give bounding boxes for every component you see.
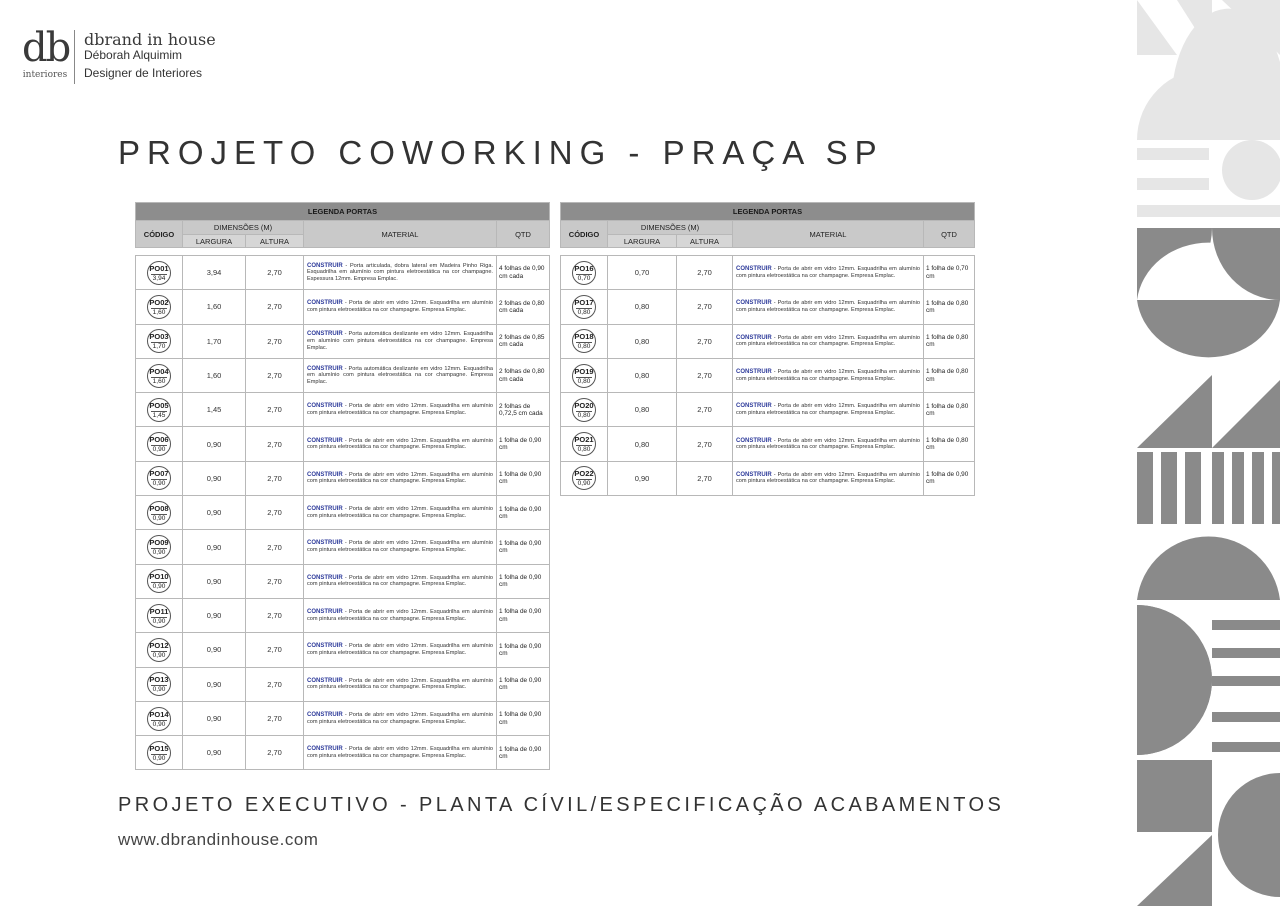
deco-circle xyxy=(1222,140,1280,200)
deco-column xyxy=(1252,452,1264,524)
door-code: PO03 xyxy=(149,332,169,342)
material-keyword: CONSTRUIR xyxy=(307,262,343,269)
door-code-cell xyxy=(561,358,608,392)
door-height: 2,70 xyxy=(246,256,304,290)
table-row xyxy=(136,358,550,392)
door-height: 2,70 xyxy=(246,736,304,770)
table-row xyxy=(136,633,550,667)
material-description: - Porta de abrir em vidro 12mm. Esquadrilha em alumínio com pintura eletroestática na cor champagne. Empresa Emplac. xyxy=(736,334,920,348)
door-height: 2,70 xyxy=(246,701,304,735)
material-keyword: CONSTRUIR xyxy=(307,574,343,581)
door-width: 0,90 xyxy=(183,530,246,564)
deco-column xyxy=(1185,452,1201,524)
door-material xyxy=(304,564,497,598)
material-description: - Porta de abrir em vidro 12mm. Esquadrilha em alumínio com pintura eletroestática na cor champagne. Empresa Emplac. xyxy=(307,677,493,691)
door-code-dimension: 0,90 xyxy=(152,720,166,728)
door-code-dimension: 0,90 xyxy=(577,480,591,488)
logo-mark xyxy=(22,25,70,80)
door-material xyxy=(304,530,497,564)
door-code-dimension: 0,80 xyxy=(577,377,591,385)
door-code-cell xyxy=(136,427,183,461)
material-description: - Porta de abrir em vidro 12mm. Esquadrilha em alumínio com pintura eletroestática na cor champagne. Empresa Emplac. xyxy=(307,574,493,588)
deco-column xyxy=(1272,452,1280,524)
door-code-cell xyxy=(136,598,183,632)
deco-column xyxy=(1232,452,1244,524)
material-keyword: CONSTRUIR xyxy=(307,365,343,372)
door-height: 2,70 xyxy=(677,324,733,358)
door-code-dimension: 1,60 xyxy=(152,308,166,316)
door-material xyxy=(304,667,497,701)
material-description: - Porta de abrir em vidro 12mm. Esquadrilha em alumínio com pintura eletroestática na cor champagne. Empresa Emplac. xyxy=(736,471,920,485)
header-dimensions: DIMENSÕES (M) xyxy=(608,221,733,235)
table-row xyxy=(561,290,975,324)
page-title: PROJETO COWORKING - PRAÇA SP xyxy=(118,134,884,171)
logo-brand: dbrand in house xyxy=(84,30,216,49)
door-width: 0,90 xyxy=(183,667,246,701)
door-code-dimension: 0,80 xyxy=(577,446,591,454)
table-row xyxy=(136,461,550,495)
door-code-cell xyxy=(136,496,183,530)
table-row xyxy=(136,701,550,735)
material-description: - Porta de abrir em vidro 12mm. Esquadrilha em alumínio com pintura eletroestática na cor champagne. Empresa Emplac. xyxy=(736,368,920,382)
door-code-badge xyxy=(147,295,171,319)
material-keyword: CONSTRUIR xyxy=(736,334,772,341)
door-quantity: 4 folhas de 0,90 cm cada xyxy=(497,256,550,290)
table-row xyxy=(136,530,550,564)
header-dimensions: DIMENSÕES (M) xyxy=(183,221,304,235)
deco-half-circle xyxy=(1137,300,1280,357)
door-quantity: 1 folha de 0,90 cm xyxy=(924,461,975,495)
deco-block xyxy=(1137,760,1212,832)
deco-circle xyxy=(1218,773,1280,897)
door-code: PO13 xyxy=(149,675,169,685)
door-code: PO18 xyxy=(574,332,594,342)
door-code-cell xyxy=(136,701,183,735)
table-row xyxy=(561,461,975,495)
door-code-badge xyxy=(147,638,171,662)
table-row xyxy=(136,393,550,427)
door-quantity: 2 folhas de 0,80 cm cada xyxy=(497,358,550,392)
table-row xyxy=(136,324,550,358)
door-width: 1,60 xyxy=(183,358,246,392)
door-code-badge xyxy=(147,329,171,353)
door-quantity: 1 folha de 0,80 cm xyxy=(924,393,975,427)
door-material xyxy=(733,358,924,392)
door-material xyxy=(304,496,497,530)
door-material xyxy=(733,427,924,461)
header-height: ALTURA xyxy=(677,235,733,248)
table-row xyxy=(136,496,550,530)
header-material: MATERIAL xyxy=(733,221,924,248)
brand-logo xyxy=(22,25,222,88)
material-keyword: CONSTRUIR xyxy=(307,437,343,444)
door-code-cell xyxy=(136,324,183,358)
logo-monogram: db xyxy=(22,25,70,71)
table-row xyxy=(136,290,550,324)
material-keyword: CONSTRUIR xyxy=(307,643,343,650)
door-code-badge xyxy=(572,364,596,388)
door-code-cell xyxy=(136,393,183,427)
door-code: PO10 xyxy=(149,572,169,582)
door-code-badge xyxy=(147,569,171,593)
door-quantity: 1 folha de 0,80 cm xyxy=(924,427,975,461)
deco-stripe xyxy=(1212,648,1280,658)
material-description: - Porta de abrir em vidro 12mm. Esquadrilha em alumínio com pintura eletroestática na cor champagne. Empresa Emplac. xyxy=(307,300,493,313)
door-code: PO19 xyxy=(574,366,594,376)
door-code-badge xyxy=(147,466,171,490)
door-quantity: 1 folha de 0,80 cm xyxy=(924,324,975,358)
door-code-cell xyxy=(561,290,608,324)
door-quantity: 1 folha de 0,90 cm xyxy=(497,701,550,735)
door-code: PO17 xyxy=(574,297,594,307)
door-material xyxy=(304,290,497,324)
door-code: PO11 xyxy=(149,606,169,616)
door-width: 0,80 xyxy=(608,393,677,427)
door-width: 3,94 xyxy=(183,256,246,290)
door-quantity: 1 folha de 0,90 cm xyxy=(497,461,550,495)
door-code-badge xyxy=(147,501,171,525)
material-keyword: CONSTRUIR xyxy=(307,711,343,718)
door-code: PO21 xyxy=(574,435,594,445)
door-quantity: 1 folha de 0,90 cm xyxy=(497,496,550,530)
door-quantity: 1 folha de 0,80 cm xyxy=(924,358,975,392)
door-code-badge xyxy=(147,261,171,285)
door-code-cell xyxy=(561,324,608,358)
table-row xyxy=(561,427,975,461)
door-code-dimension: 0,90 xyxy=(152,549,166,557)
door-code-badge xyxy=(147,741,171,765)
door-code-badge xyxy=(572,432,596,456)
door-code: PO04 xyxy=(149,366,169,376)
door-code-badge xyxy=(147,535,171,559)
material-keyword: CONSTRUIR xyxy=(736,471,772,478)
door-material xyxy=(733,461,924,495)
decorative-geometric-panel xyxy=(1137,0,1280,906)
footer-url[interactable]: www.dbrandinhouse.com xyxy=(118,830,319,849)
table-row xyxy=(136,256,550,290)
material-description: - Porta articulada, dobra lateral em Madeira Pinho Riga. Esquadrilha em alumínio com pintura eletroestática na cor champagne. Espessura 12mm. Empresa Emplac. xyxy=(307,262,493,282)
door-height: 2,70 xyxy=(677,427,733,461)
table-body xyxy=(136,256,550,770)
deco-stripe xyxy=(1212,712,1280,722)
deco-stripe xyxy=(1212,742,1280,752)
material-keyword: CONSTRUIR xyxy=(736,300,772,307)
door-code-cell xyxy=(136,736,183,770)
door-height: 2,70 xyxy=(246,496,304,530)
deco-stripe xyxy=(1137,178,1209,190)
material-keyword: CONSTRUIR xyxy=(736,437,772,444)
table-row xyxy=(561,393,975,427)
deco-column xyxy=(1212,452,1224,524)
door-code: PO09 xyxy=(149,538,169,548)
door-quantity: 1 folha de 0,80 cm xyxy=(924,290,975,324)
door-code-cell xyxy=(561,461,608,495)
door-code: PO12 xyxy=(149,640,169,650)
door-height: 2,70 xyxy=(677,461,733,495)
deco-stripe xyxy=(1137,148,1209,160)
door-width: 0,90 xyxy=(183,701,246,735)
door-code-dimension: 1,45 xyxy=(152,411,166,419)
door-width: 0,90 xyxy=(183,496,246,530)
material-description: - Porta de abrir em vidro 12mm. Esquadrilha em alumínio com pintura eletroestática na cor champagne. Empresa Emplac. xyxy=(307,540,493,554)
door-width: 0,80 xyxy=(608,358,677,392)
material-keyword: CONSTRUIR xyxy=(307,300,343,307)
material-keyword: CONSTRUIR xyxy=(307,540,343,547)
material-description: - Porta de abrir em vidro 12mm. Esquadrilha em alumínio com pintura eletroestática na cor champagne. Empresa Emplac. xyxy=(307,403,493,416)
door-height: 2,70 xyxy=(246,427,304,461)
header-height: ALTURA xyxy=(246,235,304,248)
door-material xyxy=(733,256,924,290)
door-code-dimension: 0,80 xyxy=(577,308,591,316)
designer-role: Designer de Interiores xyxy=(84,66,203,80)
door-material xyxy=(733,393,924,427)
material-description: - Porta automática deslizante em vidro 12mm. Esquadrilha em alumínio com pintura eletroestática na cor champagne. Empresa Emplac. xyxy=(307,365,493,385)
door-width: 0,70 xyxy=(608,256,677,290)
door-quantity: 1 folha de 0,90 cm xyxy=(497,633,550,667)
deco-triangle xyxy=(1212,380,1280,448)
material-keyword: CONSTRUIR xyxy=(307,746,343,753)
material-keyword: CONSTRUIR xyxy=(736,266,772,273)
door-height: 2,70 xyxy=(677,393,733,427)
door-material xyxy=(733,290,924,324)
door-code-dimension: 0,80 xyxy=(577,411,591,419)
door-width: 0,90 xyxy=(183,736,246,770)
legend-header: LEGENDA PORTAS xyxy=(561,203,975,221)
door-code-cell xyxy=(561,427,608,461)
table-row xyxy=(136,564,550,598)
door-material xyxy=(733,324,924,358)
material-description: - Porta automática deslizante em vidro 12mm. Esquadrilha em alumínio com pintura eletroestática na cor champagne. Empresa Emplac. xyxy=(307,331,493,351)
table-row xyxy=(561,358,975,392)
door-quantity: 2 folhas de 0,85 cm cada xyxy=(497,324,550,358)
door-height: 2,70 xyxy=(246,358,304,392)
deco-d-shape xyxy=(1137,605,1212,755)
door-width: 0,90 xyxy=(183,564,246,598)
door-code-badge xyxy=(147,672,171,696)
door-code-dimension: 0,90 xyxy=(152,754,166,762)
door-height: 2,70 xyxy=(246,598,304,632)
deco-column xyxy=(1161,452,1177,524)
table-row xyxy=(136,598,550,632)
door-quantity: 1 folha de 0,90 cm xyxy=(497,598,550,632)
header-code: CÓDIGO xyxy=(136,221,183,248)
door-code-badge xyxy=(147,707,171,731)
material-description: - Porta de abrir em vidro 12mm. Esquadrilha em alumínio com pintura eletroestática na cor champagne. Empresa Emplac. xyxy=(736,266,920,279)
door-width: 0,90 xyxy=(183,427,246,461)
door-code-cell xyxy=(136,358,183,392)
door-code-dimension: 0,90 xyxy=(152,514,166,522)
designer-name: Déborah Alquimim xyxy=(84,48,183,62)
door-height: 2,70 xyxy=(246,290,304,324)
door-height: 2,70 xyxy=(246,633,304,667)
door-code-badge xyxy=(572,295,596,319)
door-code-badge xyxy=(572,466,596,490)
door-height: 2,70 xyxy=(677,290,733,324)
door-material xyxy=(304,736,497,770)
door-height: 2,70 xyxy=(677,256,733,290)
door-code-dimension: 0,70 xyxy=(577,274,591,282)
material-description: - Porta de abrir em vidro 12mm. Esquadrilha em alumínio com pintura eletroestática na cor champagne. Empresa Emplac. xyxy=(307,711,493,725)
door-height: 2,70 xyxy=(246,393,304,427)
door-height: 2,70 xyxy=(246,564,304,598)
door-code-cell xyxy=(136,290,183,324)
logo-divider xyxy=(74,30,75,84)
deco-half-circle xyxy=(1137,536,1280,600)
door-quantity: 1 folha de 0,90 cm xyxy=(497,667,550,701)
door-width: 0,90 xyxy=(183,633,246,667)
door-code-cell xyxy=(136,564,183,598)
door-height: 2,70 xyxy=(677,358,733,392)
material-keyword: CONSTRUIR xyxy=(307,471,343,478)
deco-triangle xyxy=(1137,375,1212,448)
door-code: PO14 xyxy=(149,709,169,719)
door-code: PO16 xyxy=(574,263,594,273)
door-code-dimension: 0,90 xyxy=(152,686,166,694)
door-code-dimension: 1,60 xyxy=(152,377,166,385)
deco-column xyxy=(1137,452,1153,524)
door-material xyxy=(304,393,497,427)
door-code-badge xyxy=(147,398,171,422)
door-code-dimension: 0,90 xyxy=(152,583,166,591)
door-code-badge xyxy=(572,261,596,285)
door-code-cell xyxy=(136,667,183,701)
door-code: PO06 xyxy=(149,435,169,445)
door-quantity: 1 folha de 0,70 cm xyxy=(924,256,975,290)
door-height: 2,70 xyxy=(246,667,304,701)
door-material xyxy=(304,461,497,495)
material-keyword: CONSTRUIR xyxy=(307,331,343,338)
door-quantity: 1 folha de 0,90 cm xyxy=(497,736,550,770)
header-qtd: QTD xyxy=(924,221,975,248)
door-code-cell xyxy=(136,461,183,495)
footer-title: PROJETO EXECUTIVO - PLANTA CÍVIL/ESPECIFICAÇÃO ACABAMENTOS xyxy=(118,794,1005,816)
door-code-dimension: 0,80 xyxy=(577,343,591,351)
material-description: - Porta de abrir em vidro 12mm. Esquadrilha em alumínio com pintura eletroestática na cor champagne. Empresa Emplac. xyxy=(307,471,493,485)
material-description: - Porta de abrir em vidro 12mm. Esquadrilha em alumínio com pintura eletroestática na cor champagne. Empresa Emplac. xyxy=(736,300,920,313)
deco-stripe xyxy=(1212,676,1280,686)
material-keyword: CONSTRUIR xyxy=(307,677,343,684)
door-quantity: 1 folha de 0,90 cm xyxy=(497,564,550,598)
door-legend-table-left xyxy=(135,202,550,770)
table-row xyxy=(136,427,550,461)
door-code-badge xyxy=(572,329,596,353)
material-description: - Porta de abrir em vidro 12mm. Esquadrilha em alumínio com pintura eletroestática na cor champagne. Empresa Emplac. xyxy=(307,609,493,622)
door-quantity: 1 folha de 0,90 cm xyxy=(497,530,550,564)
header-width: LARGURA xyxy=(183,235,246,248)
material-description: - Porta de abrir em vidro 12mm. Esquadrilha em alumínio com pintura eletroestática na cor champagne. Empresa Emplac. xyxy=(307,437,493,451)
door-code: PO15 xyxy=(149,743,169,753)
door-code-badge xyxy=(147,604,171,628)
door-quantity: 2 folhas de 0,80 cm cada xyxy=(497,290,550,324)
door-width: 1,45 xyxy=(183,393,246,427)
material-description: - Porta de abrir em vidro 12mm. Esquadrilha em alumínio com pintura eletroestática na cor champagne. Empresa Emplac. xyxy=(307,643,493,656)
door-code-cell xyxy=(136,530,183,564)
header-width: LARGURA xyxy=(608,235,677,248)
door-code-badge xyxy=(572,398,596,422)
logo-text xyxy=(84,32,216,82)
door-width: 0,80 xyxy=(608,427,677,461)
door-code-dimension: 0,90 xyxy=(152,617,166,625)
material-description: - Porta de abrir em vidro 12mm. Esquadrilha em alumínio com pintura eletroestática na cor champagne. Empresa Emplac. xyxy=(736,437,920,451)
legend-header: LEGENDA PORTAS xyxy=(136,203,550,221)
header-qtd: QTD xyxy=(497,221,550,248)
door-width: 0,80 xyxy=(608,324,677,358)
material-description: - Porta de abrir em vidro 12mm. Esquadrilha em alumínio com pintura eletroestática na cor champagne. Empresa Emplac. xyxy=(307,746,493,759)
door-code-dimension: 0,90 xyxy=(152,446,166,454)
door-code-cell xyxy=(136,633,183,667)
door-quantity: 2 folhas de 0,72,5 cm cada xyxy=(497,393,550,427)
door-material xyxy=(304,256,497,290)
header-material: MATERIAL xyxy=(304,221,497,248)
door-width: 1,60 xyxy=(183,290,246,324)
door-height: 2,70 xyxy=(246,530,304,564)
logo-monogram-sub: interiores xyxy=(22,70,68,80)
door-width: 0,90 xyxy=(608,461,677,495)
door-code: PO07 xyxy=(149,469,169,479)
door-code-cell xyxy=(561,256,608,290)
deco-triangle xyxy=(1137,835,1212,906)
table-row xyxy=(561,324,975,358)
door-code: PO20 xyxy=(574,400,594,410)
deco-stripe xyxy=(1137,205,1280,217)
material-description: - Porta de abrir em vidro 12mm. Esquadrilha em alumínio com pintura eletroestática na cor champagne. Empresa Emplac. xyxy=(307,506,493,519)
door-code: PO22 xyxy=(574,469,594,479)
door-quantity: 1 folha de 0,90 cm xyxy=(497,427,550,461)
deco-stripe xyxy=(1212,620,1280,630)
door-code-badge xyxy=(147,364,171,388)
material-keyword: CONSTRUIR xyxy=(307,403,343,410)
door-code-cell xyxy=(561,393,608,427)
table-row xyxy=(136,736,550,770)
door-width: 0,90 xyxy=(183,598,246,632)
door-legend-table-right xyxy=(560,202,975,496)
door-material xyxy=(304,427,497,461)
material-description: - Porta de abrir em vidro 12mm. Esquadrilha em alumínio com pintura eletroestática na cor champagne. Empresa Emplac. xyxy=(736,403,920,416)
door-code-cell xyxy=(136,256,183,290)
door-code-dimension: 1,70 xyxy=(152,343,166,351)
material-keyword: CONSTRUIR xyxy=(736,368,772,375)
door-code-badge xyxy=(147,432,171,456)
table-body xyxy=(561,256,975,496)
door-width: 1,70 xyxy=(183,324,246,358)
door-code: PO02 xyxy=(149,297,169,307)
table-row xyxy=(561,256,975,290)
material-keyword: CONSTRUIR xyxy=(307,506,343,513)
door-height: 2,70 xyxy=(246,324,304,358)
header-code: CÓDIGO xyxy=(561,221,608,248)
door-material xyxy=(304,358,497,392)
door-material xyxy=(304,598,497,632)
material-keyword: CONSTRUIR xyxy=(307,609,343,616)
door-material xyxy=(304,701,497,735)
door-material xyxy=(304,324,497,358)
door-material xyxy=(304,633,497,667)
door-code-dimension: 3,94 xyxy=(152,274,166,282)
material-keyword: CONSTRUIR xyxy=(736,403,772,410)
door-code-dimension: 0,90 xyxy=(152,480,166,488)
door-width: 0,90 xyxy=(183,461,246,495)
table-row xyxy=(136,667,550,701)
door-code-dimension: 0,90 xyxy=(152,651,166,659)
door-code: PO05 xyxy=(149,400,169,410)
door-height: 2,70 xyxy=(246,461,304,495)
door-code: PO01 xyxy=(149,263,169,273)
door-code: PO08 xyxy=(149,503,169,513)
door-width: 0,80 xyxy=(608,290,677,324)
